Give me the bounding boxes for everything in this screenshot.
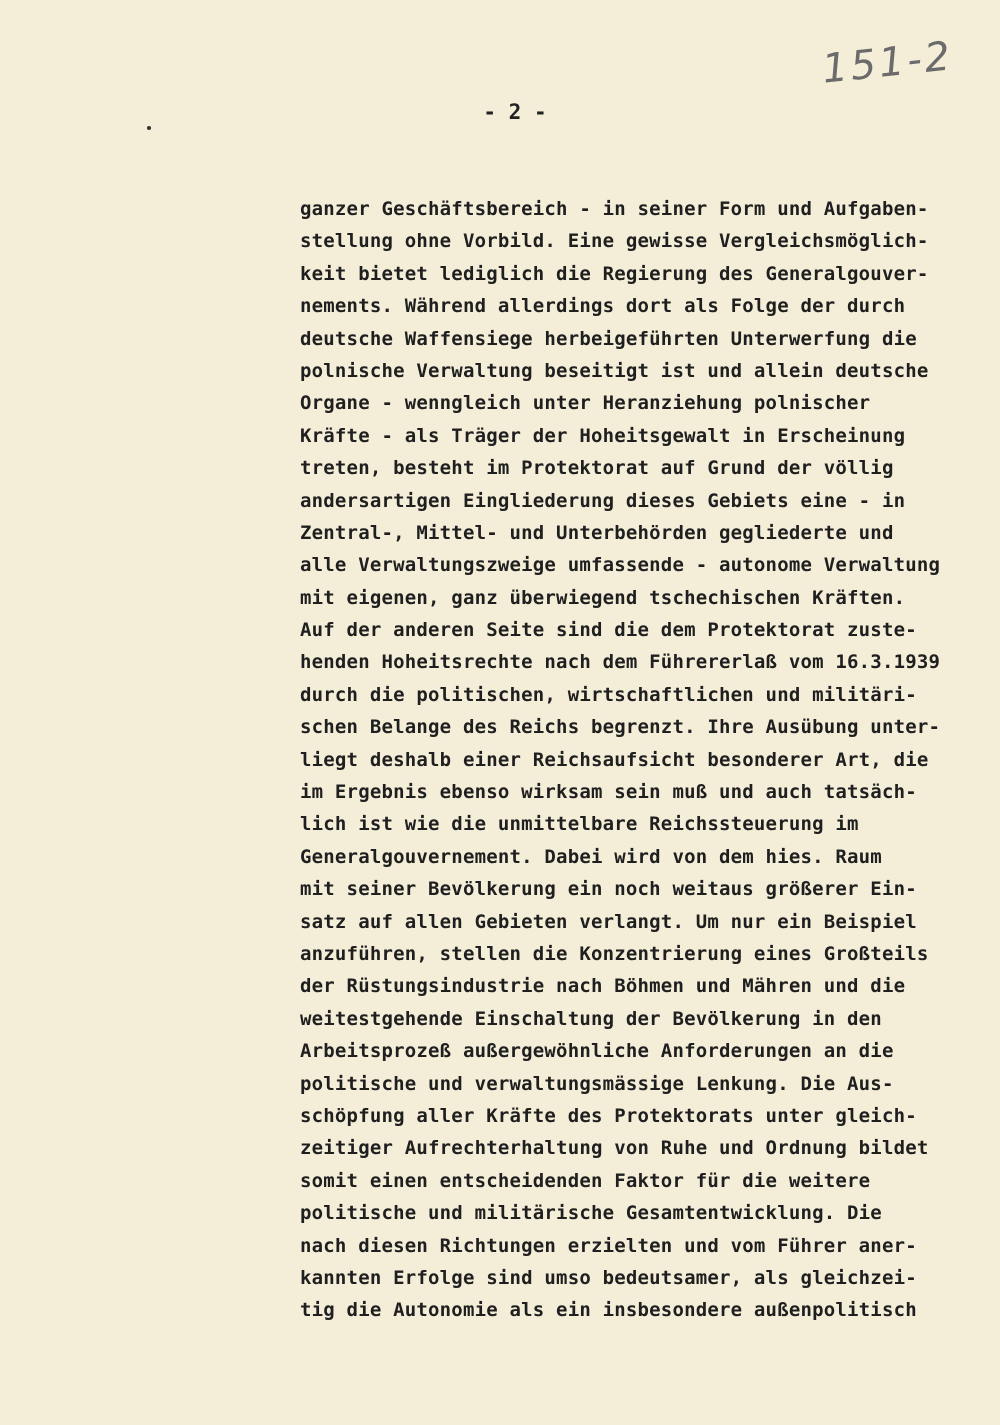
body-text: [300, 193, 990, 1327]
text-line: nach diesen Richtungen erzielten und vom Führer aner-: [300, 1234, 917, 1257]
text-line: durch die politischen, wirtschaftlichen und militäri-: [300, 683, 917, 706]
text-line: keit bietet lediglich die Regierung des Generalgouver-: [300, 262, 929, 285]
text-line: stellung ohne Vorbild. Eine gewisse Vergleichsmöglich-: [300, 230, 929, 253]
text-line: im Ergebnis ebenso wirksam sein muß und auch tatsäch-: [300, 781, 917, 804]
text-line: Arbeitsprozeß außergewöhnliche Anforderungen an die: [300, 1040, 894, 1063]
text-line: politische und militärische Gesamtentwicklung. Die: [300, 1202, 882, 1225]
text-line: henden Hoheitsrechte nach dem Führererlaß vom 16.3.1939: [300, 651, 941, 674]
text-line: zeitiger Aufrechterhaltung von Ruhe und Ordnung bildet: [300, 1137, 929, 1160]
page-number: - 2 -: [483, 100, 547, 124]
margin-speck: [147, 126, 151, 130]
text-line: mit eigenen, ganz überwiegend tschechischen Kräften.: [300, 586, 906, 609]
text-line: ganzer Geschäftsbereich - in seiner Form und Aufgaben-: [300, 198, 929, 220]
text-line: mit seiner Bevölkerung ein noch weitaus größerer Ein-: [300, 878, 917, 901]
text-line: politische und verwaltungsmässige Lenkung. Die Aus-: [300, 1072, 894, 1095]
text-line: somit einen entscheidenden Faktor für die weitere: [300, 1169, 871, 1192]
text-line: alle Verwaltungszweige umfassende - autonome Verwaltung: [300, 554, 941, 577]
text-line: weitestgehende Einschaltung der Bevölkerung in den: [300, 1007, 882, 1030]
text-line: andersartigen Eingliederung dieses Gebiets eine - in: [300, 489, 906, 512]
text-line: schöpfung aller Kräfte des Protektorats unter gleich-: [300, 1104, 917, 1127]
text-line: schen Belange des Reichs begrenzt. Ihre Ausübung unter-: [300, 716, 941, 739]
text-line: polnische Verwaltung beseitigt ist und allein deutsche: [300, 359, 929, 382]
text-line: tig die Autonomie als ein insbesondere außenpolitisch: [300, 1299, 917, 1322]
text-line: Auf der anderen Seite sind die dem Protektorat zuste-: [300, 619, 917, 642]
text-line: anzuführen, stellen die Konzentrierung eines Großteils: [300, 942, 929, 965]
text-line: Kräfte - als Träger der Hoheitsgewalt in Erscheinung: [300, 424, 906, 447]
text-line: deutsche Waffensiege herbeigeführten Unterwerfung die: [300, 327, 917, 350]
text-line: treten, besteht im Protektorat auf Grund der völlig: [300, 457, 894, 480]
text-line: Organe - wenngleich unter Heranziehung polnischer: [300, 392, 871, 415]
text-line: lich ist wie die unmittelbare Reichssteuerung im: [300, 813, 859, 836]
text-line: Zentral-, Mittel- und Unterbehörden gegliederte und: [300, 521, 894, 544]
text-line: liegt deshalb einer Reichsaufsicht besonderer Art, die: [300, 748, 929, 771]
text-line: kannten Erfolge sind umso bedeutsamer, als gleichzei-: [300, 1266, 917, 1289]
text-line: nements. Während allerdings dort als Folge der durch: [300, 295, 906, 318]
text-line: der Rüstungsindustrie nach Böhmen und Mähren und die: [300, 975, 906, 998]
handwritten-reference-number: 151-2: [819, 33, 956, 93]
text-line: satz auf allen Gebieten verlangt. Um nur ein Beispiel: [300, 910, 917, 933]
text-line: Generalgouvernement. Dabei wird von dem hies. Raum: [300, 845, 882, 868]
